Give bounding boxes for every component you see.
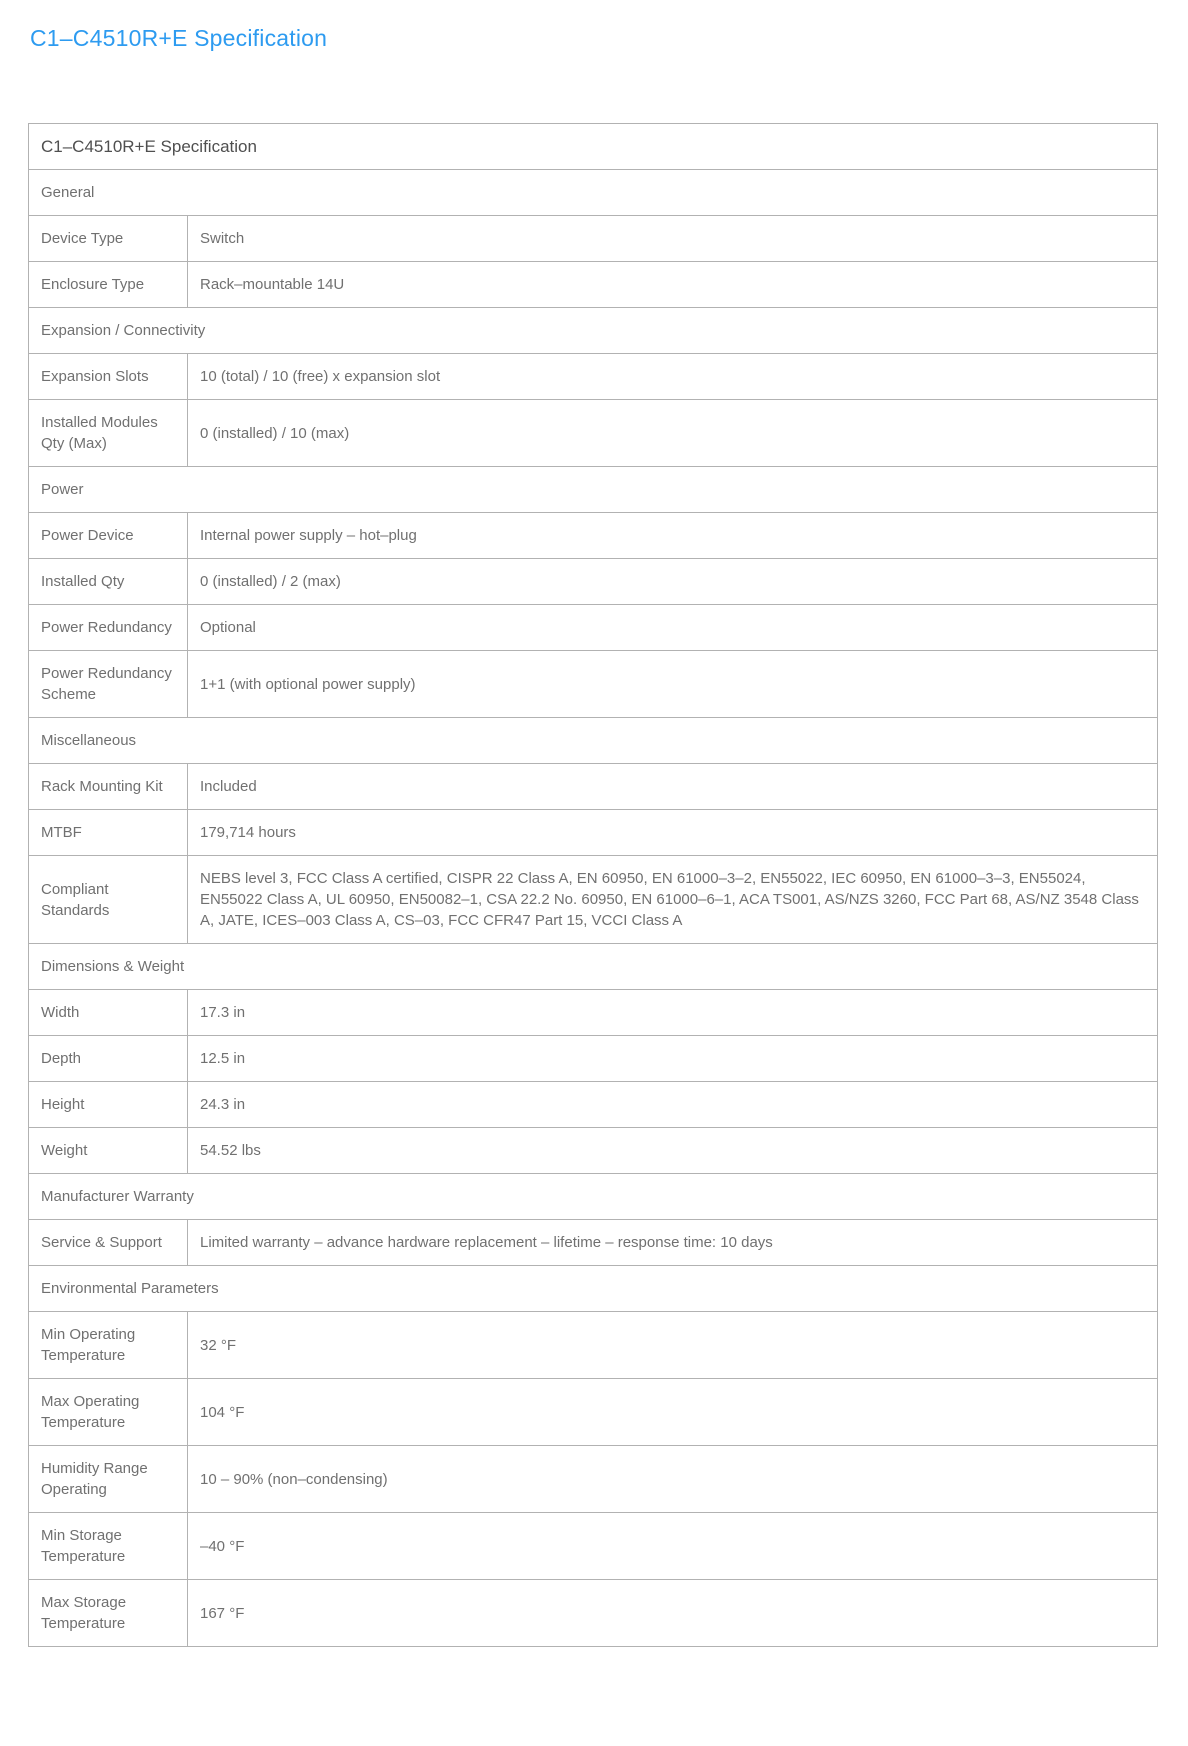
spec-label: Rack Mounting Kit bbox=[29, 764, 188, 810]
spec-value: Optional bbox=[188, 605, 1158, 651]
table-title-row bbox=[29, 124, 1158, 170]
spec-value: 0 (installed) / 10 (max) bbox=[188, 400, 1158, 467]
spec-row bbox=[29, 354, 1158, 400]
spec-label: MTBF bbox=[29, 810, 188, 856]
spec-value: 32 °F bbox=[188, 1312, 1158, 1379]
spec-label: Expansion Slots bbox=[29, 354, 188, 400]
section-row bbox=[29, 308, 1158, 354]
spec-label: Device Type bbox=[29, 216, 188, 262]
spec-value: 17.3 in bbox=[188, 990, 1158, 1036]
spec-row bbox=[29, 990, 1158, 1036]
spec-value: 12.5 in bbox=[188, 1036, 1158, 1082]
spec-table-body bbox=[29, 124, 1158, 1647]
section-label: General bbox=[29, 170, 1158, 216]
spec-value: 104 °F bbox=[188, 1379, 1158, 1446]
spec-row bbox=[29, 1036, 1158, 1082]
spec-value: Internal power supply – hot–plug bbox=[188, 513, 1158, 559]
spec-row bbox=[29, 764, 1158, 810]
spec-row bbox=[29, 1082, 1158, 1128]
spec-label: Width bbox=[29, 990, 188, 1036]
spec-value: Limited warranty – advance hardware replacement – lifetime – response time: 10 days bbox=[188, 1220, 1158, 1266]
section-row bbox=[29, 1266, 1158, 1312]
spec-value: 54.52 lbs bbox=[188, 1128, 1158, 1174]
spec-row bbox=[29, 1513, 1158, 1580]
section-row bbox=[29, 170, 1158, 216]
spec-label: Depth bbox=[29, 1036, 188, 1082]
spec-label: Installed Qty bbox=[29, 559, 188, 605]
spec-label: Installed Modules Qty (Max) bbox=[29, 400, 188, 467]
spec-table bbox=[28, 123, 1158, 1647]
spec-label: Max Storage Temperature bbox=[29, 1580, 188, 1647]
spec-row bbox=[29, 559, 1158, 605]
spec-value: NEBS level 3, FCC Class A certified, CISPR 22 Class A, EN 60950, EN 61000–3–2, EN55022, IEC 60950, EN 61000–3–3, EN55024, EN55022 Class A, UL 60950, EN50082–1, CSA 22.2 No. 60950, EN 61000–6–1, ACA TS001, AS/NZS 3260, FCC Part 68, AS/NZ 3548 Class A, JATE, ICES–003 Class A, CS–03, FCC CFR47 Part 15, VCCI Class A bbox=[188, 856, 1158, 944]
spec-label: Height bbox=[29, 1082, 188, 1128]
spec-value: Switch bbox=[188, 216, 1158, 262]
spec-label: Max Operating Temperature bbox=[29, 1379, 188, 1446]
spec-value: –40 °F bbox=[188, 1513, 1158, 1580]
spec-row bbox=[29, 400, 1158, 467]
spec-row bbox=[29, 810, 1158, 856]
spec-row bbox=[29, 856, 1158, 944]
spec-value: 179,714 hours bbox=[188, 810, 1158, 856]
spec-value: 10 (total) / 10 (free) x expansion slot bbox=[188, 354, 1158, 400]
spec-row bbox=[29, 1220, 1158, 1266]
section-label: Expansion / Connectivity bbox=[29, 308, 1158, 354]
spec-label: Min Operating Temperature bbox=[29, 1312, 188, 1379]
section-row bbox=[29, 1174, 1158, 1220]
spec-label: Humidity Range Operating bbox=[29, 1446, 188, 1513]
spec-value: 1+1 (with optional power supply) bbox=[188, 651, 1158, 718]
table-title: C1–C4510R+E Specification bbox=[29, 124, 1158, 170]
section-row bbox=[29, 718, 1158, 764]
spec-row bbox=[29, 1312, 1158, 1379]
section-row bbox=[29, 467, 1158, 513]
spec-value: Included bbox=[188, 764, 1158, 810]
section-label: Manufacturer Warranty bbox=[29, 1174, 1158, 1220]
spec-row bbox=[29, 1446, 1158, 1513]
spec-label: Power Redundancy bbox=[29, 605, 188, 651]
spec-value: 0 (installed) / 2 (max) bbox=[188, 559, 1158, 605]
spec-row bbox=[29, 605, 1158, 651]
section-label: Dimensions & Weight bbox=[29, 944, 1158, 990]
spec-value: 10 – 90% (non–condensing) bbox=[188, 1446, 1158, 1513]
spec-row bbox=[29, 1128, 1158, 1174]
section-label: Miscellaneous bbox=[29, 718, 1158, 764]
spec-row bbox=[29, 216, 1158, 262]
spec-label: Enclosure Type bbox=[29, 262, 188, 308]
spec-label: Compliant Standards bbox=[29, 856, 188, 944]
spec-row bbox=[29, 1580, 1158, 1647]
section-row bbox=[29, 944, 1158, 990]
spec-row bbox=[29, 651, 1158, 718]
spec-label: Weight bbox=[29, 1128, 188, 1174]
spec-row bbox=[29, 262, 1158, 308]
page-title: C1–C4510R+E Specification bbox=[30, 25, 328, 51]
spec-value: Rack–mountable 14U bbox=[188, 262, 1158, 308]
spec-value: 24.3 in bbox=[188, 1082, 1158, 1128]
spec-label: Power Redundancy Scheme bbox=[29, 651, 188, 718]
spec-label: Power Device bbox=[29, 513, 188, 559]
section-label: Power bbox=[29, 467, 1158, 513]
spec-label: Service & Support bbox=[29, 1220, 188, 1266]
spec-value: 167 °F bbox=[188, 1580, 1158, 1647]
spec-label: Min Storage Temperature bbox=[29, 1513, 188, 1580]
spec-row bbox=[29, 513, 1158, 559]
spec-row bbox=[29, 1379, 1158, 1446]
section-label: Environmental Parameters bbox=[29, 1266, 1158, 1312]
